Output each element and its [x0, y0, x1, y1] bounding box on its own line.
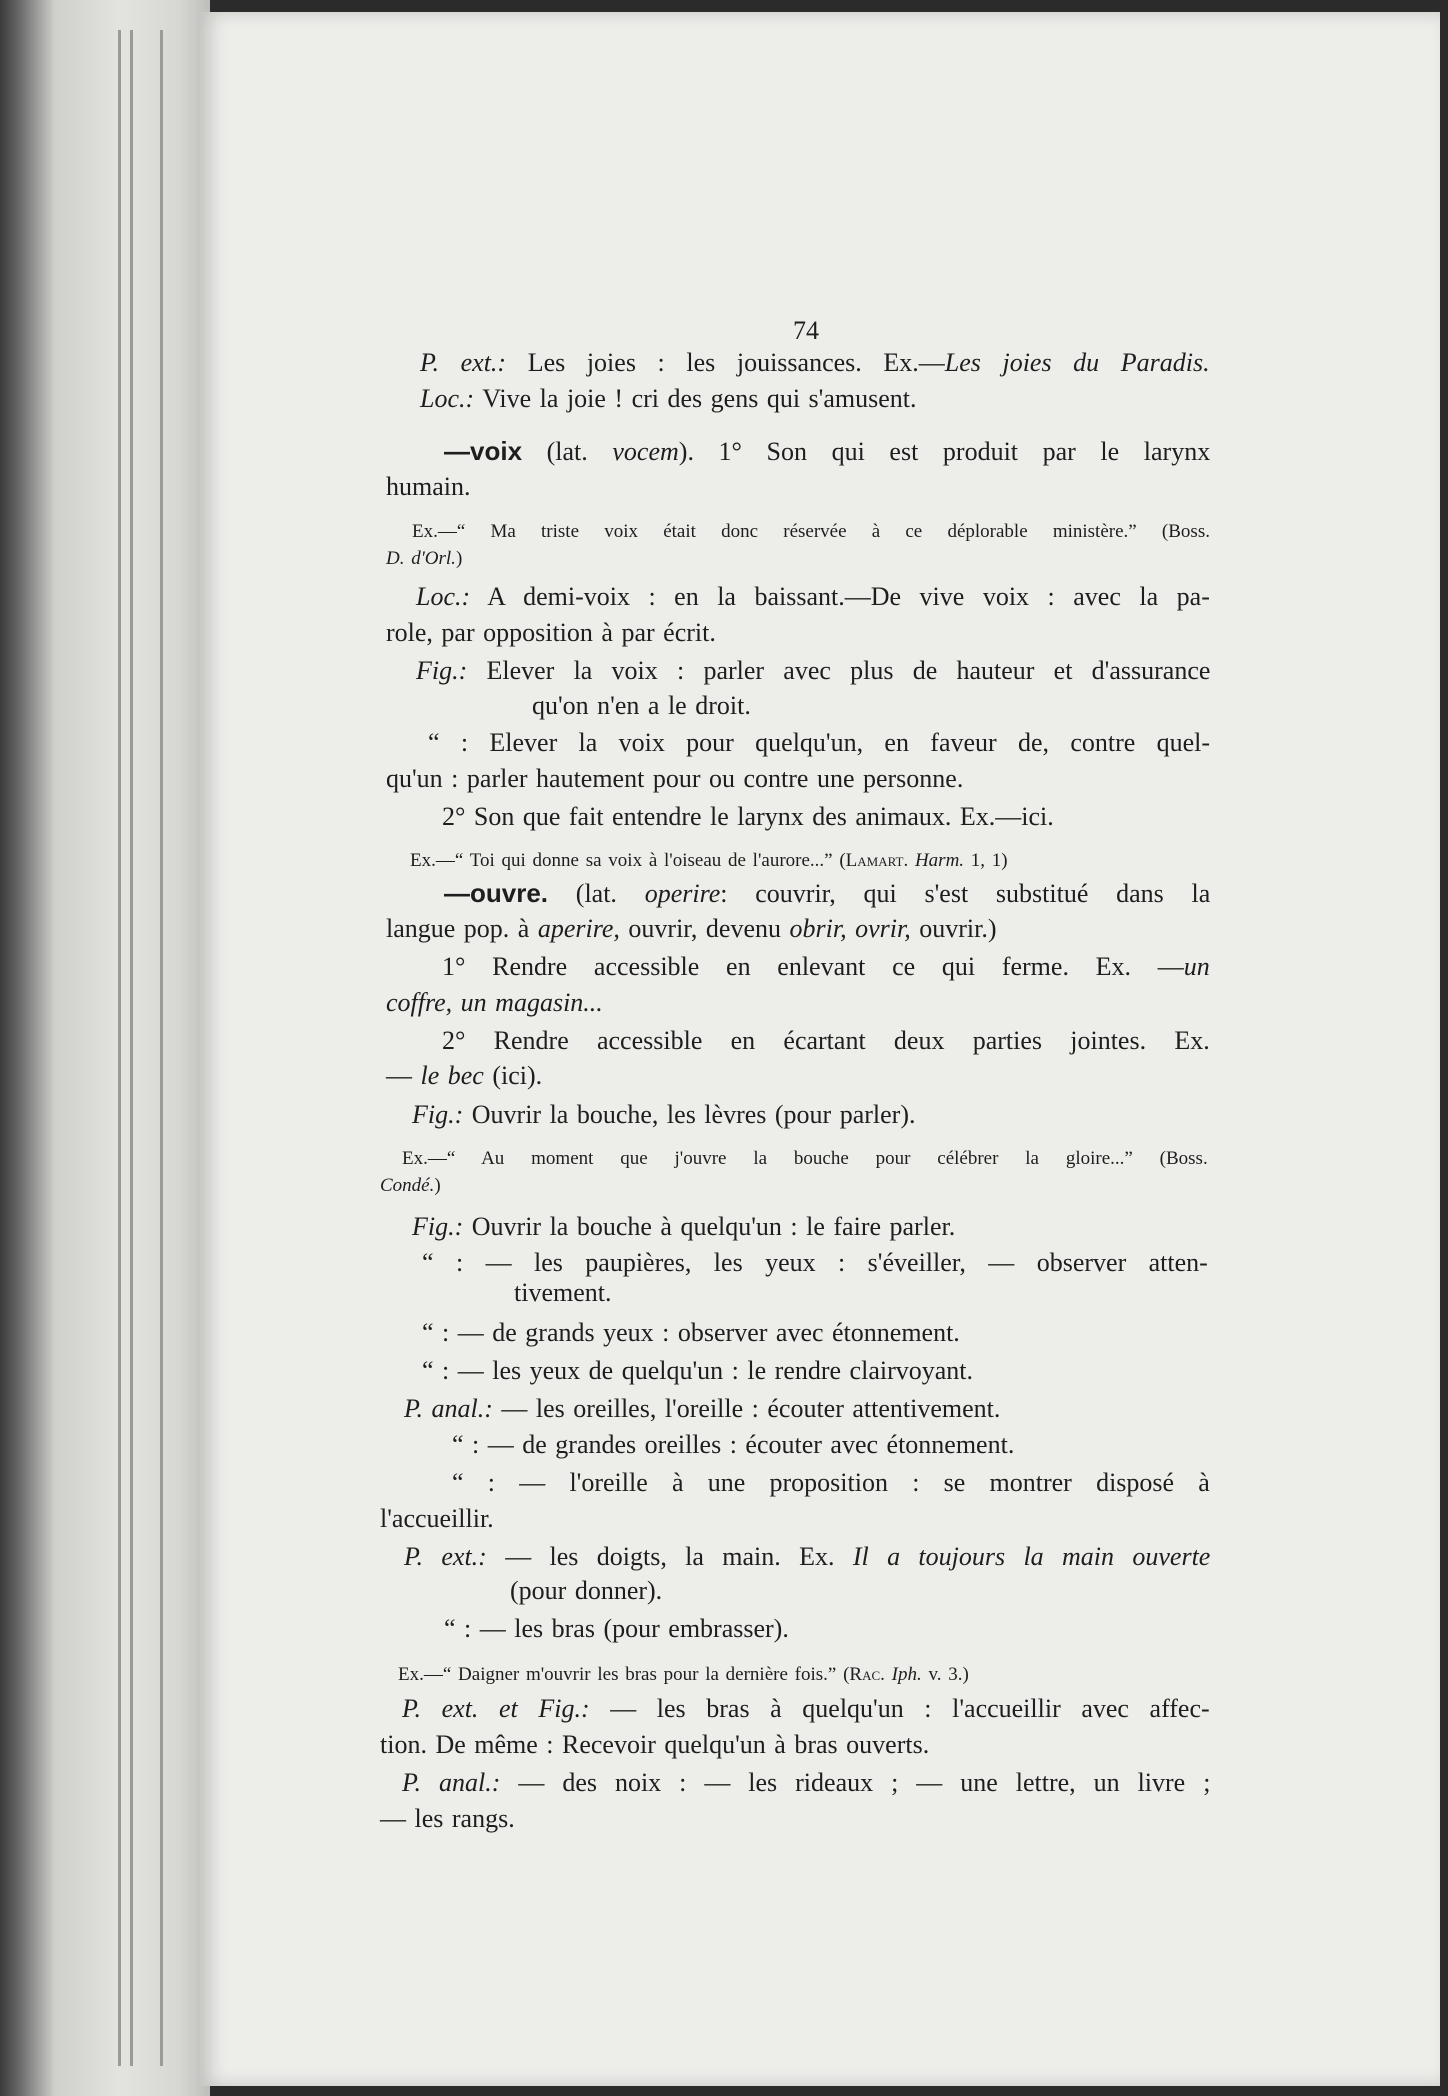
text-run: Harm.: [914, 850, 965, 871]
text-run: — les bras à quelqu'un : l'accueillir avec affec-: [589, 1694, 1210, 1723]
text-line: [404, 1392, 1000, 1426]
text-line: [420, 346, 1210, 380]
text-run: v. 3.): [921, 1664, 969, 1685]
text-run: 1, 1): [964, 850, 1008, 871]
text-run: [908, 850, 915, 871]
text-line: [386, 1059, 542, 1093]
text-run: (ici).: [483, 1061, 543, 1090]
text-run: — des noix : — les rideaux ; — une lettre, un livre ;: [500, 1768, 1211, 1797]
text-run: coffre, un magasin...: [386, 988, 603, 1017]
text-run: P. ext.:: [420, 348, 507, 377]
text-run: (lat.: [522, 437, 613, 466]
text-run: Loc.:: [420, 384, 475, 413]
page-edge: [130, 30, 133, 2066]
text-run: Ouvrir la bouche à quelqu'un : le faire parler.: [463, 1212, 956, 1241]
text-run: [885, 1664, 892, 1685]
page-edge: [118, 30, 121, 2066]
text-run: humain.: [386, 472, 471, 501]
text-line: [444, 1612, 789, 1646]
text-run: 2° Rendre accessible en écartant deux parties jointes. Ex.: [442, 1026, 1210, 1055]
text-run: Vive la joie ! cri des gens qui s'amusent.: [474, 384, 917, 413]
text-line: [422, 1246, 1208, 1280]
text-line: [422, 1316, 960, 1350]
text-line: [442, 1024, 1210, 1058]
text-line: [442, 800, 1054, 834]
text-run: A demi-voix : en la baissant.—De vive voix : avec la pa-: [470, 582, 1210, 611]
text-line: [386, 912, 996, 946]
text-run: — les rangs.: [380, 1804, 515, 1833]
text-line: [386, 616, 716, 650]
text-run: langue pop. à: [386, 914, 538, 943]
text-run: un: [1183, 952, 1210, 981]
text-line: [420, 382, 917, 416]
text-line: [386, 546, 462, 572]
text-run: — les oreilles, l'oreille : écouter attentivement.: [492, 1394, 1001, 1423]
text-run: ). 1° Son qui est produit par le larynx: [678, 437, 1211, 466]
text-run: “ : — de grandes oreilles : écouter avec étonnement.: [452, 1430, 1015, 1459]
text-line: [398, 1662, 969, 1688]
text-run: operire: [644, 879, 721, 908]
book-binding-left: [0, 0, 210, 2096]
text-run: ): [455, 548, 463, 569]
text-run: (pour donner).: [510, 1576, 663, 1605]
text-run: aperire,: [537, 914, 620, 943]
text-line: [380, 1802, 515, 1836]
text-run: (lat.: [548, 879, 645, 908]
text-run: vocem: [612, 437, 679, 466]
text-run: Les joies du Paradis.: [944, 348, 1210, 377]
text-run: qu'on n'en a le droit.: [532, 691, 751, 720]
text-run: : couvrir, qui s'est substitué dans la: [720, 879, 1211, 908]
text-line: [428, 726, 1210, 760]
text-run: D. d'Orl.: [386, 548, 456, 569]
text-run: “ : — les bras (pour embrasser).: [444, 1614, 789, 1643]
text-line: [412, 1098, 915, 1132]
text-run: le bec: [420, 1061, 484, 1090]
text-run: P. anal.:: [402, 1768, 501, 1797]
text-run: Ex.—“ Ma triste voix était donc réservée à ce déplorable ministère.” (Boss.: [412, 521, 1210, 542]
text-run: Ouvrir la bouche, les lèvres (pour parler).: [463, 1100, 916, 1129]
text-line: [386, 470, 471, 504]
text-line: [410, 848, 1008, 874]
text-line: [422, 1354, 973, 1388]
text-run: —: [386, 1061, 421, 1090]
text-run: ouvrir, devenu: [619, 914, 790, 943]
text-run: Iph.: [891, 1664, 922, 1685]
text-line: [452, 1428, 1014, 1462]
text-run: l'accueillir.: [380, 1504, 494, 1533]
text-run: Fig.:: [412, 1100, 464, 1129]
text-run: tion. De même : Recevoir quelqu'un à bras ouverts.: [380, 1730, 930, 1759]
text-line: [532, 689, 751, 723]
text-line: [444, 434, 1210, 469]
text-run: Fig.:: [416, 656, 468, 685]
text-run: “ : — les yeux de quelqu'un : le rendre clairvoyant.: [422, 1356, 974, 1385]
text-run: ouvrir.): [910, 914, 997, 943]
text-line: [402, 1766, 1210, 1800]
text-line: [416, 580, 1210, 614]
text-run: Lamart.: [845, 850, 909, 871]
text-run: 2° Son que fait entendre le larynx des animaux. Ex.—ici.: [442, 802, 1054, 831]
text-run: qu'un : parler hautement pour ou contre une personne.: [386, 764, 964, 793]
text-line: [386, 986, 603, 1020]
text-line: [402, 1146, 1208, 1172]
page-edge: [160, 30, 163, 2066]
text-run: P. ext.:: [404, 1542, 487, 1571]
text-line: [510, 1574, 662, 1608]
text-run: Condé.: [380, 1175, 435, 1196]
text-run: Ex.—“ Daigner m'ouvrir les bras pour la dernière fois.” (: [398, 1664, 850, 1685]
text-line: [402, 1692, 1210, 1726]
text-run: role, par opposition à par écrit.: [386, 618, 716, 647]
text-run: Ex.—“ Au moment que j'ouvre la bouche pour célébrer la gloire...” (Boss.: [402, 1148, 1208, 1169]
text-run: P. ext. et Fig.:: [402, 1694, 590, 1723]
text-run: Ex.—“ Toi qui donne sa voix à l'oiseau de l'aurore...” (: [410, 850, 846, 871]
text-run: Elever la voix : parler avec plus de hauteur et d'assurance: [467, 656, 1211, 685]
text-run: Rac.: [849, 1664, 885, 1685]
text-run: “ : Elever la voix pour quelqu'un, en faveur de, contre quel-: [428, 728, 1211, 757]
text-run: —voix: [444, 436, 523, 466]
text-line: [442, 950, 1210, 984]
text-line: [380, 1173, 441, 1199]
text-run: — les doigts, la main. Ex.: [486, 1542, 853, 1571]
text-run: Il a toujours la main ouverte: [852, 1542, 1211, 1571]
text-run: tivement.: [514, 1278, 612, 1307]
page-content: [376, 0, 1236, 2096]
text-run: ): [434, 1175, 441, 1196]
text-run: Fig.:: [412, 1212, 464, 1241]
page-number: 74: [793, 316, 819, 345]
text-run: obrir, ovrir,: [789, 914, 911, 943]
text-line: [412, 519, 1210, 545]
text-line: [404, 1540, 1210, 1574]
text-line: [514, 1276, 611, 1310]
text-run: “ : — l'oreille à une proposition : se montrer disposé à: [452, 1468, 1210, 1497]
text-line: [386, 762, 963, 796]
text-line: [416, 654, 1210, 688]
text-line: [412, 1210, 955, 1244]
text-run: “ : — de grands yeux : observer avec étonnement.: [422, 1318, 960, 1347]
text-run: 1° Rendre accessible en enlevant ce qui ferme. Ex. —: [442, 952, 1184, 981]
text-line: [380, 1502, 494, 1536]
text-line: [444, 876, 1210, 911]
text-line: [452, 1466, 1210, 1500]
text-run: P. anal.:: [404, 1394, 493, 1423]
text-line: [380, 1728, 929, 1762]
text-run: —ouvre.: [444, 878, 549, 908]
text-run: Loc.:: [416, 582, 471, 611]
text-run: “ : — les paupières, les yeux : s'éveiller, — observer atten-: [422, 1248, 1208, 1277]
text-run: Les joies : les jouissances. Ex.—: [506, 348, 945, 377]
